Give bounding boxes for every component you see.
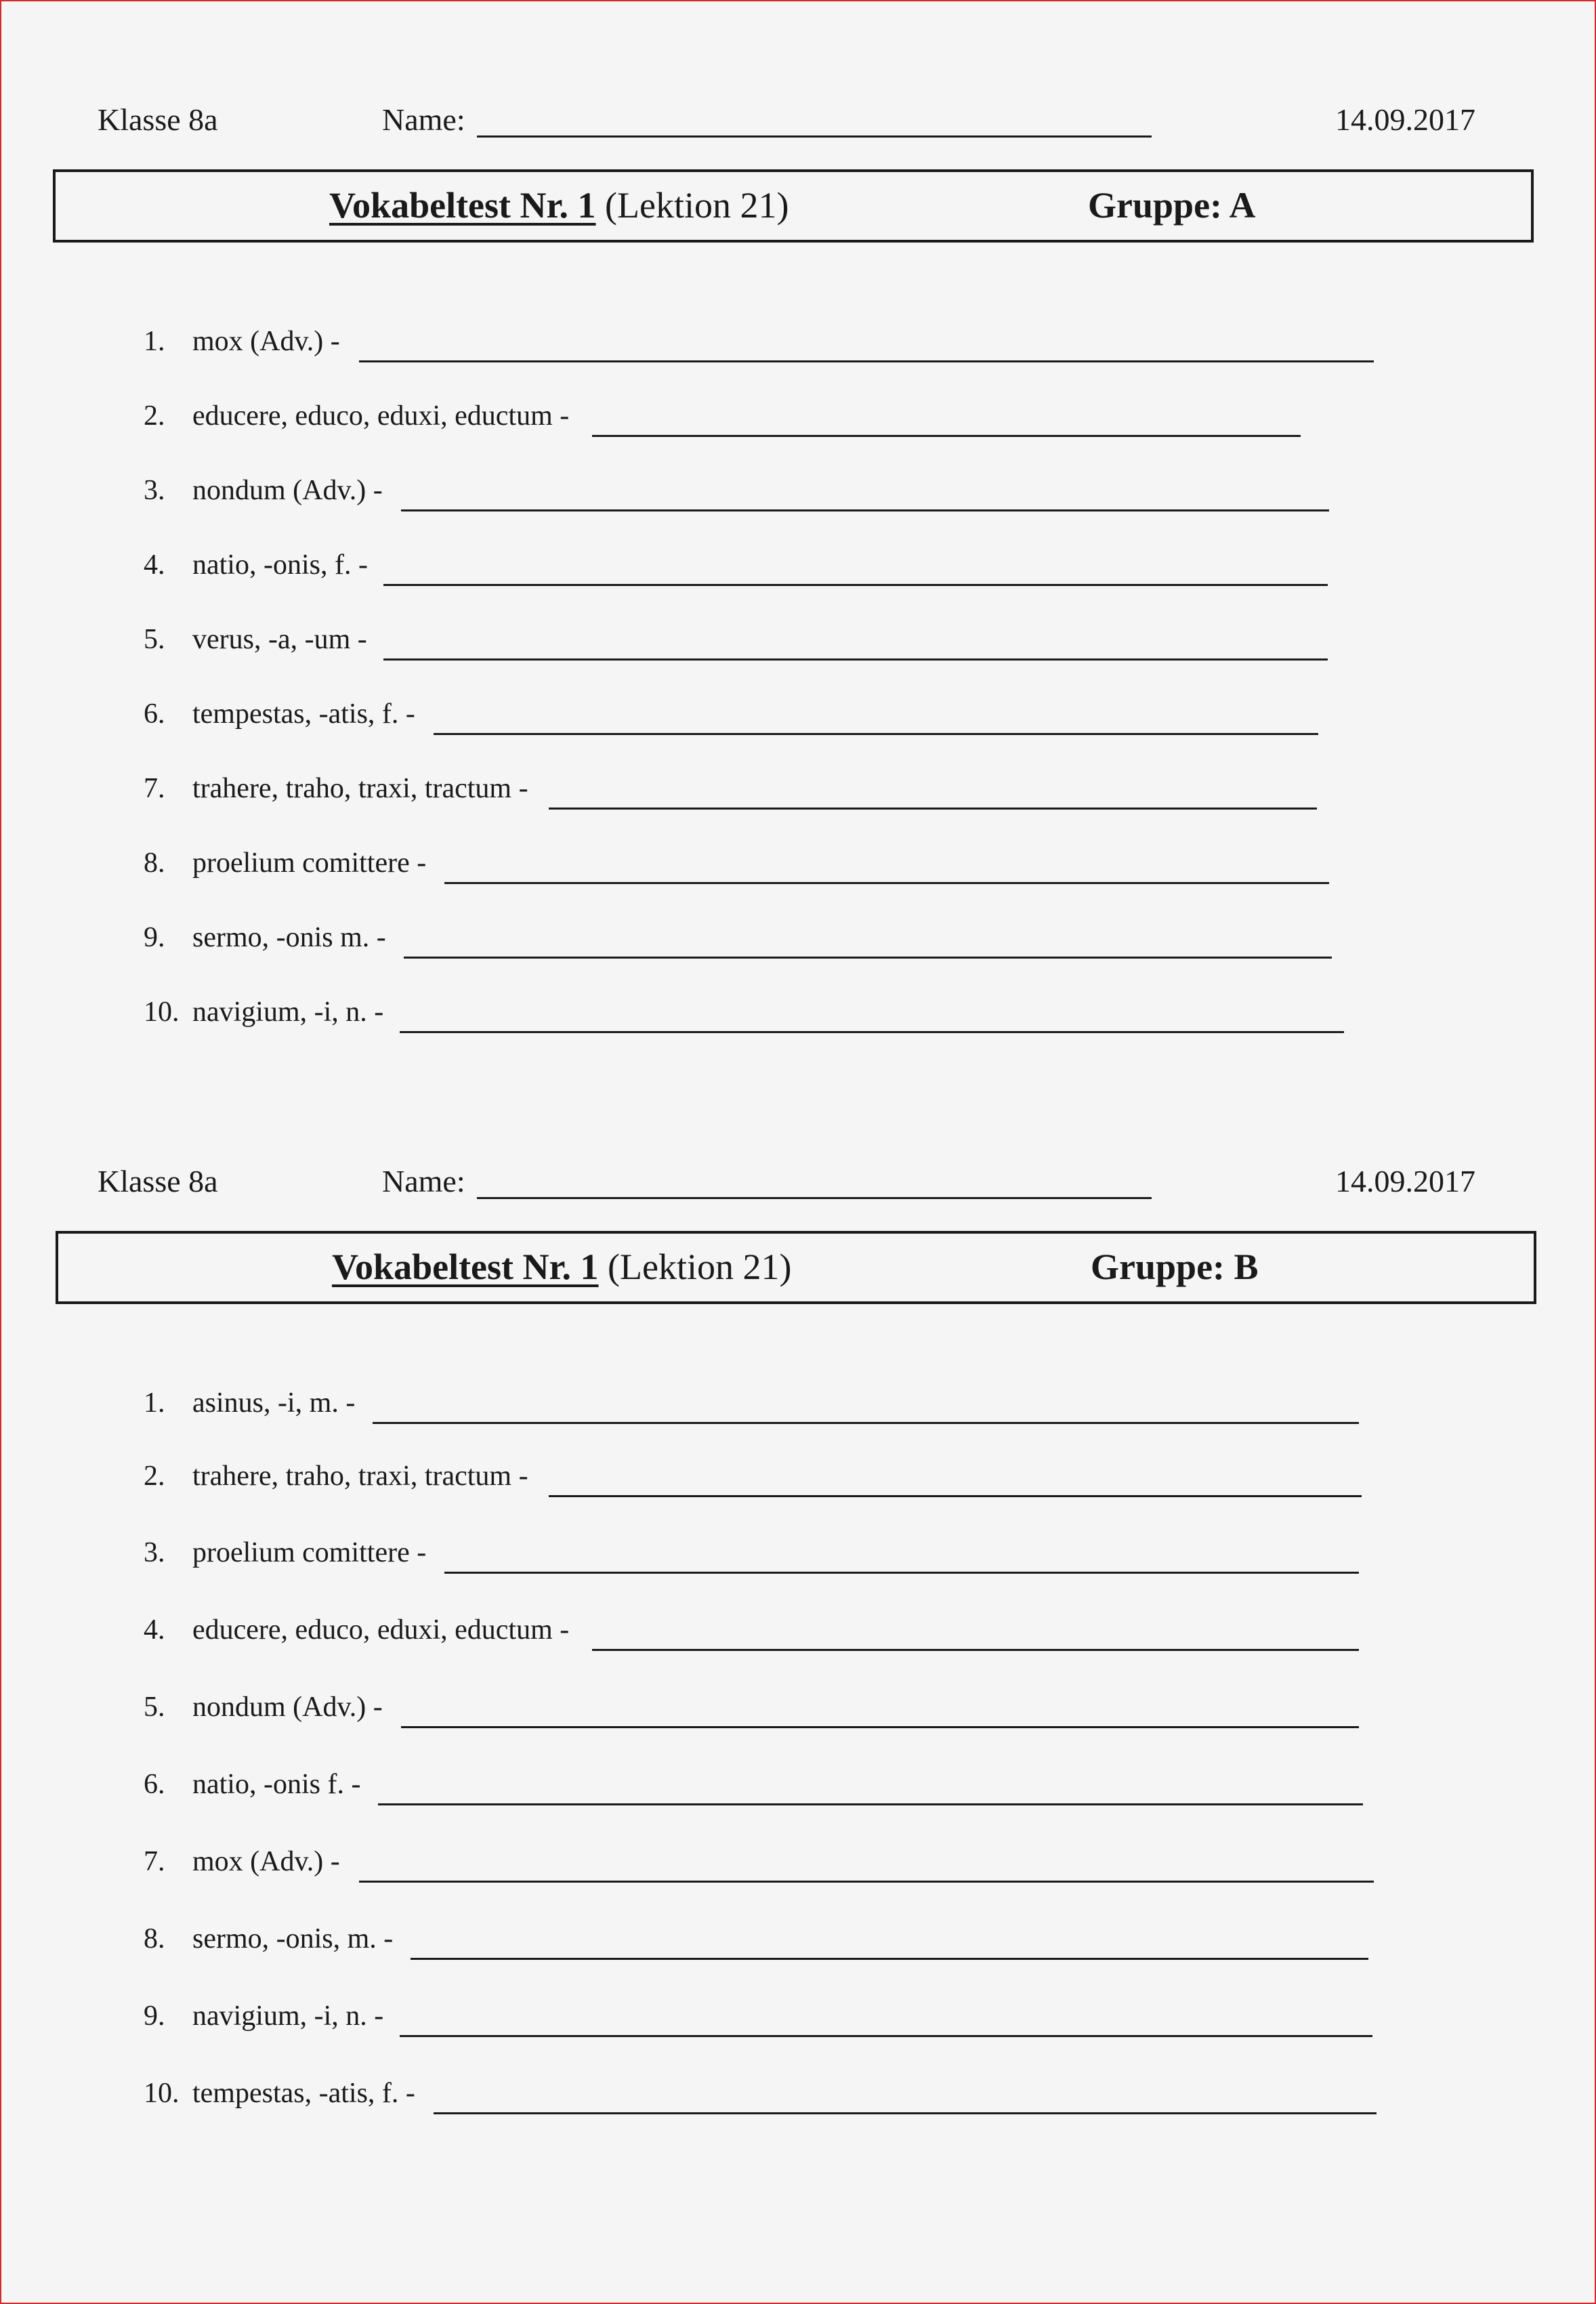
vocab-term: mox (Adv.) - (192, 1846, 340, 1877)
item-number: 10. (144, 2078, 180, 2109)
vocab-item (1, 1993, 1595, 2040)
item-number: 7. (144, 773, 165, 804)
answer-line[interactable] (378, 1803, 1363, 1805)
answer-line[interactable] (400, 1031, 1344, 1033)
vocab-term: tempestas, -atis, f. - (192, 2078, 415, 2109)
answer-line[interactable] (549, 1495, 1362, 1497)
item-number: 4. (144, 549, 165, 581)
answer-line[interactable] (592, 1649, 1359, 1651)
vocab-item (1, 766, 1595, 813)
vocab-term: mox (Adv.) - (192, 326, 340, 357)
test-header (1, 1158, 1595, 1205)
test-title-lesson: (Lektion 21) (598, 1247, 792, 1287)
vocab-term: natio, -onis f. - (192, 1769, 361, 1800)
vocab-item (1, 2070, 1595, 2118)
answer-line[interactable] (383, 658, 1328, 661)
item-number: 8. (144, 847, 165, 879)
answer-line[interactable] (434, 2112, 1377, 2114)
vocab-term: proelium comittere - (192, 1537, 427, 1568)
item-number: 2. (144, 400, 165, 432)
vocab-item (1, 616, 1595, 664)
answer-line[interactable] (401, 1726, 1359, 1728)
item-number: 3. (144, 1537, 165, 1568)
vocab-term: nondum (Adv.) - (192, 1692, 383, 1723)
vocab-item (1, 1380, 1595, 1427)
vocab-item (1, 1684, 1595, 1732)
vocab-term: sermo, -onis m. - (192, 922, 386, 953)
vocab-term: trahere, traho, traxi, tractum - (192, 773, 528, 804)
vocab-item (1, 393, 1595, 440)
answer-line[interactable] (400, 2035, 1372, 2037)
vocab-item (1, 989, 1595, 1036)
answer-line[interactable] (404, 957, 1332, 959)
vocab-item (1, 1607, 1595, 1654)
item-number: 3. (144, 475, 165, 506)
name-field-line[interactable] (477, 1197, 1152, 1199)
vocab-term: nondum (Adv.) - (192, 475, 383, 506)
item-number: 6. (144, 1769, 165, 1800)
vocab-item (1, 1839, 1595, 1886)
test-group-label: Gruppe: B (1091, 1247, 1259, 1287)
test-title (329, 184, 789, 226)
answer-line[interactable] (411, 1958, 1368, 1960)
title-box (56, 1231, 1536, 1304)
answer-line[interactable] (373, 1422, 1359, 1424)
item-number: 5. (144, 624, 165, 655)
answer-line[interactable] (444, 882, 1329, 884)
vocab-item (1, 840, 1595, 887)
answer-line[interactable] (383, 584, 1328, 586)
item-number: 6. (144, 698, 165, 730)
title-box (53, 169, 1534, 243)
vocab-term: proelium comittere - (192, 847, 427, 879)
answer-line[interactable] (549, 808, 1317, 810)
vocab-item (1, 1530, 1595, 1577)
test-title-main: Vokabeltest Nr. 1 (332, 1247, 599, 1287)
item-number: 2. (144, 1461, 165, 1492)
name-label: Name: (382, 102, 465, 137)
test-date: 14.09.2017 (1335, 1164, 1475, 1198)
vocab-item (1, 691, 1595, 738)
item-number: 7. (144, 1846, 165, 1877)
answer-line[interactable] (359, 360, 1374, 362)
class-label: Klasse 8a (98, 1164, 218, 1198)
test-header (1, 96, 1595, 144)
vocab-item (1, 467, 1595, 515)
test-date: 14.09.2017 (1335, 102, 1475, 137)
vocab-item (1, 542, 1595, 589)
vocab-term: asinus, -i, m. - (192, 1387, 356, 1419)
vocab-term: trahere, traho, traxi, tractum - (192, 1461, 528, 1492)
vocab-term: verus, -a, -um - (192, 624, 367, 655)
answer-line[interactable] (401, 509, 1329, 511)
vocab-item (1, 318, 1595, 366)
item-number: 4. (144, 1614, 165, 1646)
vocab-term: educere, educo, eduxi, eductum - (192, 400, 570, 432)
item-number: 8. (144, 1923, 165, 1954)
test-group-label: Gruppe: A (1088, 185, 1256, 226)
name-label: Name: (382, 1164, 465, 1198)
test-title (332, 1246, 791, 1288)
test-title-lesson: (Lektion 21) (595, 185, 789, 226)
vocab-term: natio, -onis, f. - (192, 549, 368, 581)
name-field-line[interactable] (477, 135, 1152, 138)
item-number: 10. (144, 997, 180, 1028)
item-number: 5. (144, 1692, 165, 1723)
test-title-main: Vokabeltest Nr. 1 (329, 185, 596, 226)
vocab-term: navigium, -i, n. - (192, 2001, 384, 2032)
item-number: 9. (144, 922, 165, 953)
vocab-term: navigium, -i, n. - (192, 997, 384, 1028)
answer-line[interactable] (444, 1572, 1359, 1574)
vocab-item (1, 1761, 1595, 1809)
vocab-item (1, 1453, 1595, 1501)
answer-line[interactable] (434, 733, 1318, 735)
answer-line[interactable] (592, 435, 1301, 437)
vocab-term: educere, educo, eduxi, eductum - (192, 1614, 570, 1646)
vocab-item (1, 1916, 1595, 1963)
item-number: 9. (144, 2001, 165, 2032)
class-label: Klasse 8a (98, 102, 218, 137)
item-number: 1. (144, 1387, 165, 1419)
vocab-item (1, 915, 1595, 962)
vocab-term: tempestas, -atis, f. - (192, 698, 415, 730)
vocab-term: sermo, -onis, m. - (192, 1923, 394, 1954)
item-number: 1. (144, 326, 165, 357)
answer-line[interactable] (359, 1881, 1374, 1883)
